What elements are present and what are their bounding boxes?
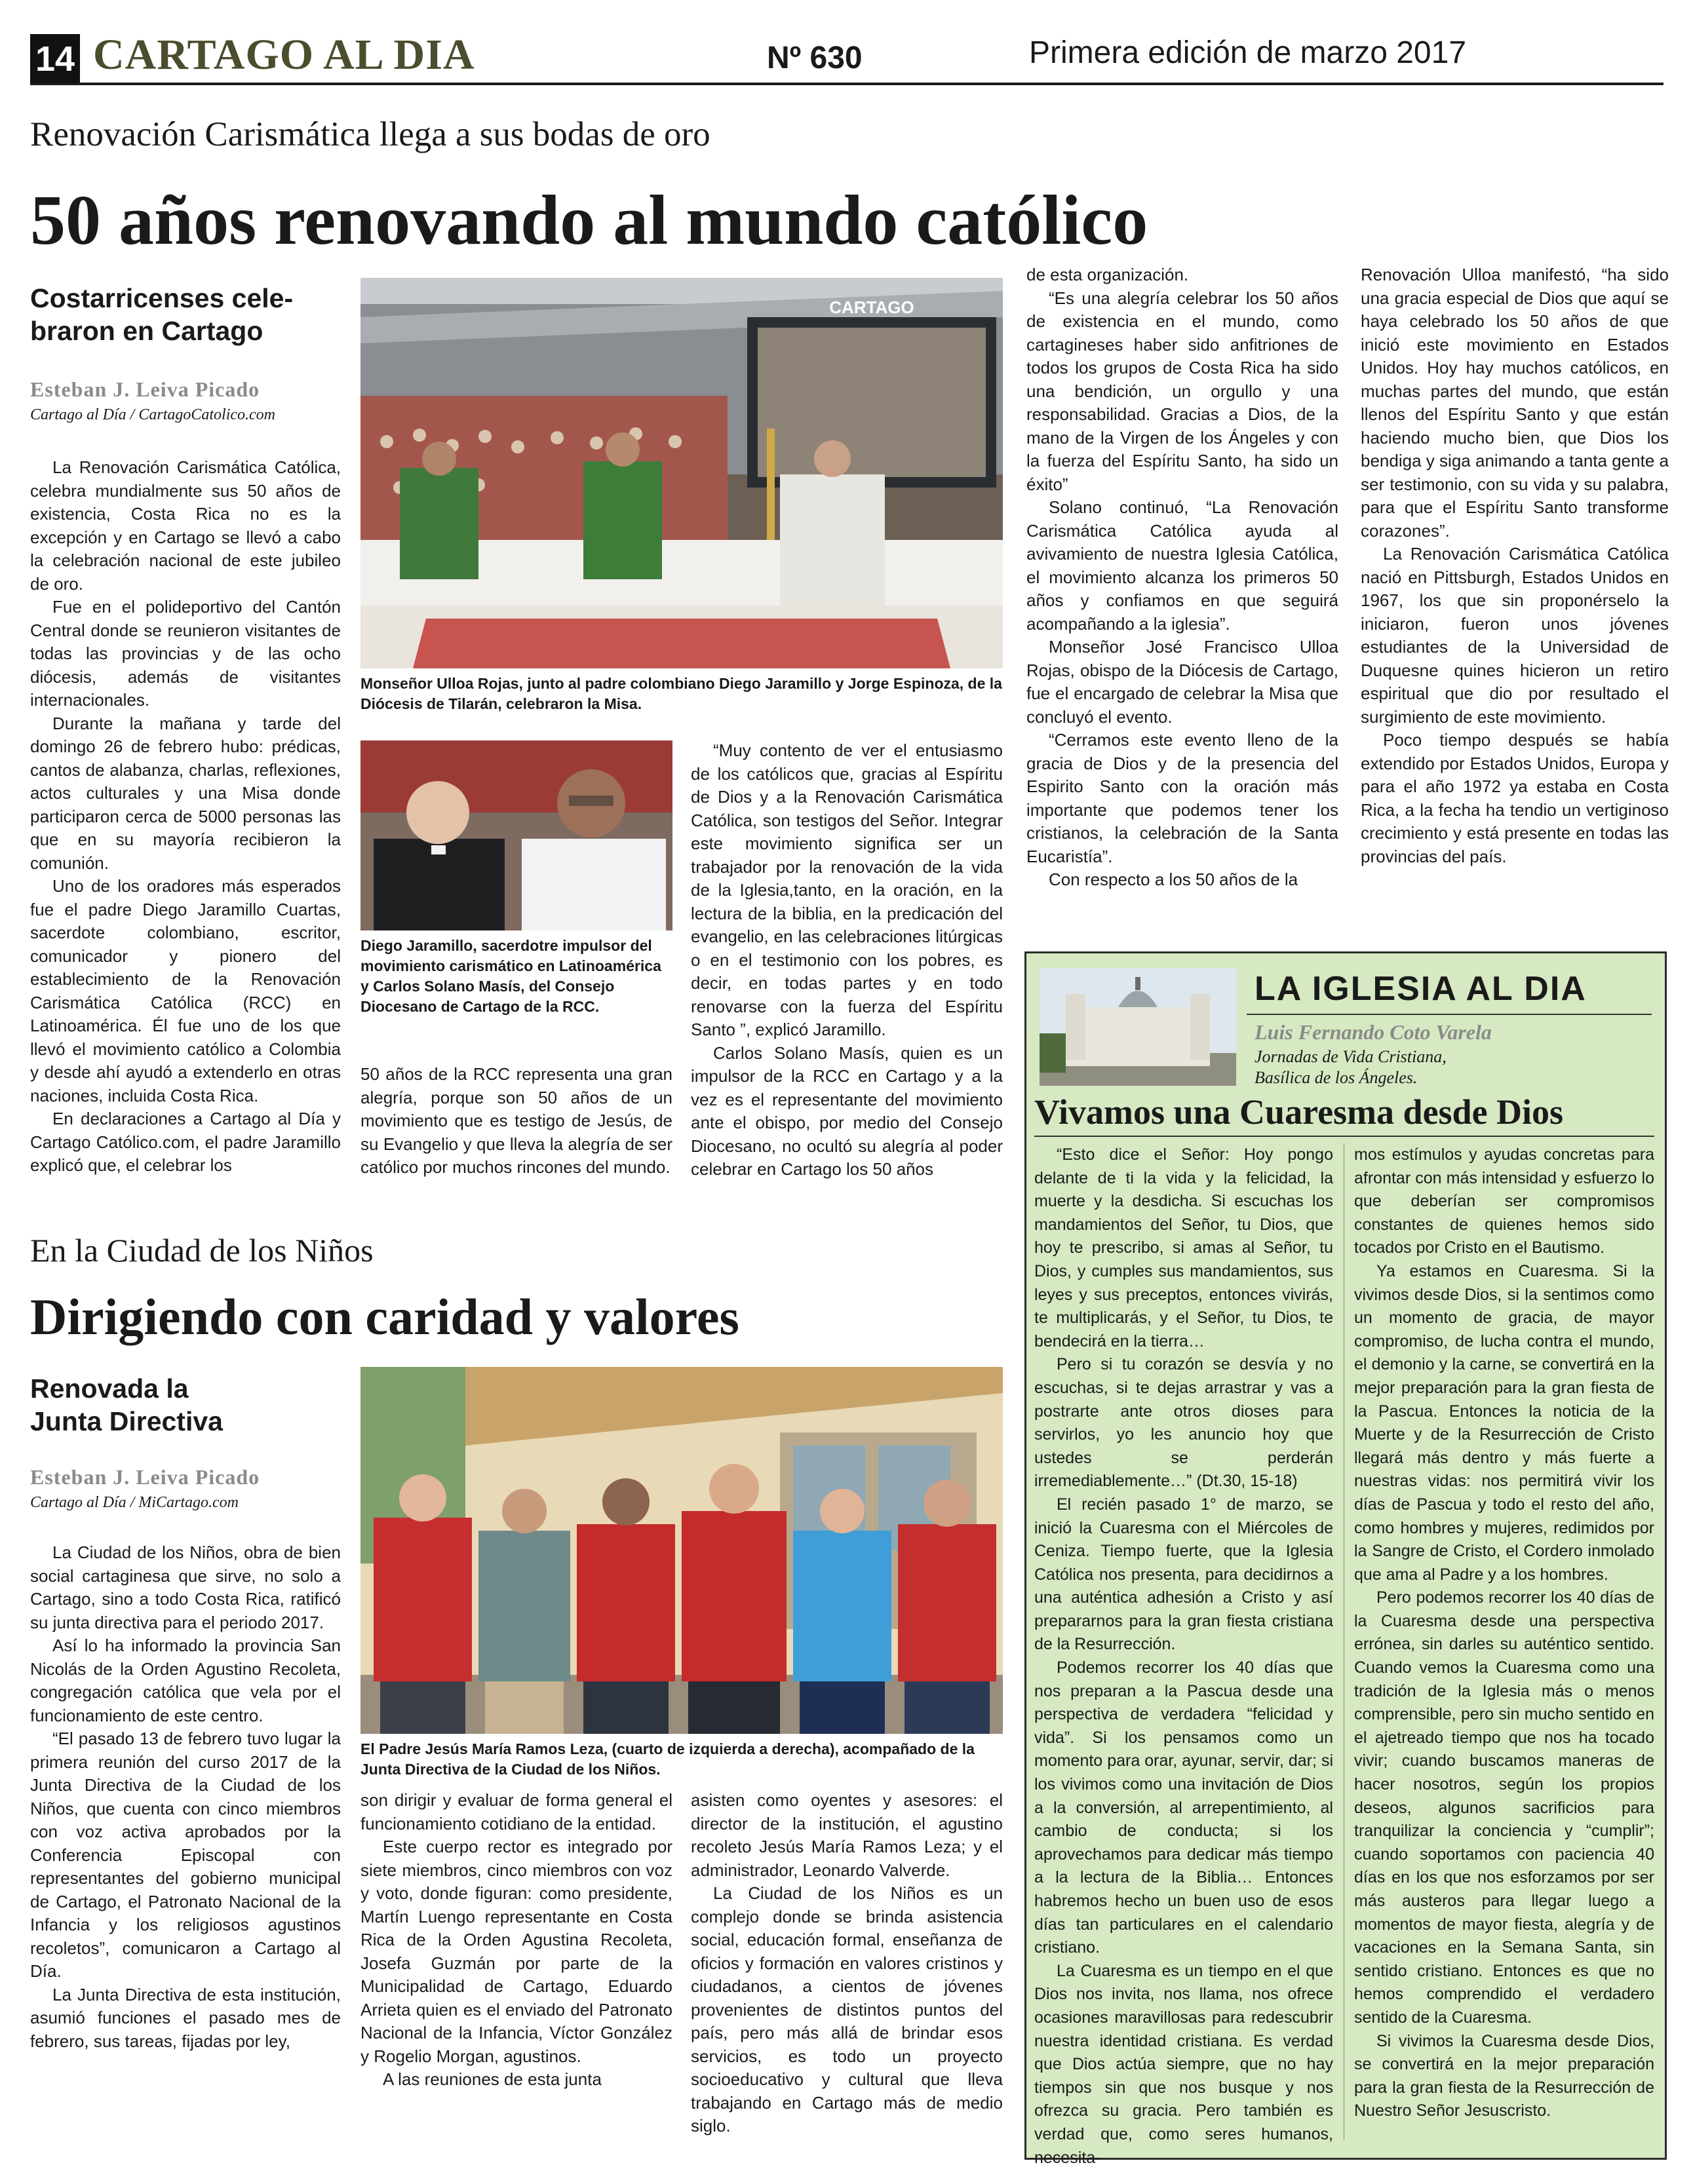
paragraph: “Cerramos este evento lleno de la gracia de Dios y de la presencia del Espirito Santo con la oración más importante que podemos tener los cristianos, la celebración de la Santa Eucaristía”. [1026,730,1338,866]
paragraph: de esta organización. [1026,265,1189,284]
article1-column-5 [1361,263,1669,868]
paragraph: mos estímulos y ayudas concretas para afrontar con más intensidad y esfuerzo lo que deberían ser compromisos constantes de quienes hemos sido tocados por Cristo en el Bautismo. [1354,1145,1654,1257]
paragraph: A las reuniones de esta junta [383,2069,602,2089]
paragraph: La Renovación Carismática Católica, celebra mundialmente sus 50 años de existencia, Costa Rica no es la excepción y en Cartago se llevó a cabo la celebración nacional de este jubileo de oro. [30,457,341,594]
paragraph: Poco tiempo después se había extendido por Estados Unidos, Europa y para el año 1972 ya estaba en Costa Rica, a la fecha ha tendio un vertiginoso crecimiento y está presente en todas las provincias del país. [1361,730,1669,866]
paragraph: Si vivimos la Cuaresma desde Dios, se convertirá en la mejor preparación para la gran fiesta de la Resurrección de Nuestro Señor Jesuscristo. [1354,2031,1654,2120]
paragraph: La Ciudad de los Niños, obra de bien social cartaginesa que sirve, no solo a Cartago, sino a todo Costa Rica, ratificó su junta directiva para el periodo 2017. [30,1542,341,1632]
article2-column-1 [30,1541,341,2053]
paragraph: “El pasado 13 de febrero tuvo lugar la primera reunión del curso 2017 de la Junta Directiva de la Ciudad de los Niños, que cuenta con cinco miembros con voz activa aprobados por la Conferencia Episcopal con representantes del gobierno municipal de Cartago, el Patronato Nacional de la Infancia y los religiosos agustinos recoletos”, comunicaron a Cartago al Día. [30,1729,341,1981]
paragraph: Solano continuó, “La Renovación Carismática Católica ayuda al avivamiento de nuestra Iglesia Católica, el movimiento alcanza los primeros 50 años y confiamos en que seguirá acompañando a la iglesia”. [1026,497,1338,634]
jaramillo-photo-caption: Diego Jaramillo, sacerdotre impulsor del movimiento carismático en Latinoamérica y Carlos Solano Masís, del Consejo Diocesano de Cartago de la RCC. [360,937,661,1015]
section-title-rule [1247,1014,1652,1015]
article1-column-3 [691,739,1003,1181]
jaramillo-solano-illustration [360,740,672,930]
paragraph: La Cuaresma es un tiempo en el que Dios nos invita, nos llama, nos ofrece ocasiones maravillosas para redescubrir nuestra identidad cristiana. Es verdad que Dios actúa siempre, que no hay tiempos sin que nos busque y nos ofrezca su gracia. Pero también es verdad que, como seres humanos, necesita- [1034,1961,1333,2167]
article1-headline: 50 años renovando al mundo católico [30,182,1148,259]
paragraph: Durante la mañana y tarde del domingo 26 de febrero hubo: prédicas, cantos de alabanza, charlas, reflexiones, actos culturales y una Misa donde participaron cerca de 5000 personas las que en su mayoría recibieron la comunión. [30,713,341,873]
section-title: LA IGLESIA AL DIA [1255,970,1587,1008]
paragraph: Renovación Ulloa manifestó, “ha sido una gracia especial de Dios que aquí se haya celebrado los 50 años de que inició este movimiento en Estados Unidos. Hoy hay muchos católicos, en muchas partes del mundo, que están llenos del Espíritu Santo y que están haciendo mucho bien, que Dios los bendiga y siga animando a tanta gente a ser testimonio, con su vida y su palabra, para que el Espíritu Santo transforme corazones”. [1361,265,1669,541]
paragraph: 50 años de la RCC representa una gran alegría, porque son 50 años de un movimiento que es testigo de Jesús, de su Evangelio y que lleva la alegría de ser católico por muchos rincones del mundo. [360,1064,672,1177]
jaramillo-solano-photo [360,740,672,930]
sidebar-author-role1: Jornadas de Vida Cristiana, [1255,1047,1447,1066]
edition-date: Primera edición de marzo 2017 [1029,35,1467,70]
article2-column-3 [691,1789,1003,2138]
paragraph: “Esto dice el Señor: Hoy pongo delante de ti la vida y la felicidad, la muerte y la desdicha. Si escuchas los mandamientos del Señor, tu Dios, que hoy te prescribo, si amas al Señor, tu Dios, y cumples sus mandamientos, sus leyes y sus preceptos, entonces vivirás, te multiplicarás, y el Señor, tu Dios, te bendecirá en la tierra… [1034,1145,1333,1351]
paragraph: Ya estamos en Cuaresma. Si la vivimos desde Dios, si la sentimos como un momento de gracia, de mayor compromiso, de lucha contra el mundo, el demonio y la carne, se convertirá en la mejor preparación para la gran fiesta de la Pascua. Entonces la noticia de la Muerte y de la Resurrección de Cristo llegará más dentro y más fuerte a nuestras vidas: nos permitirá vivir los días de Pascua y todo el resto del año, como hombres y mujeres, redimidos por la Sangre de Cristo, el Cordero inmolado que ama al Padre y a los hombres. [1354,1261,1654,1584]
sidebar-headline: Vivamos una Cuaresma desde Dios [1034,1092,1564,1132]
paragraph: Con respecto a los 50 años de la [1049,870,1298,889]
article1-subhead-line1: Costarricenses cele- [30,283,294,313]
iglesia-al-dia-box [1024,951,1667,2167]
sidebar-column-2 [1354,1143,1654,2123]
junta-photo-caption: El Padre Jesús María Ramos Leza, (cuarto de izquierda a derecha), acompañado de la Junta Directiva de la Ciudad de los Niños. [360,1740,975,1778]
mass-stage-illustration [360,278,1003,668]
article2-kicker: En la Ciudad de los Niños [30,1232,374,1269]
article2-column-2 [360,1789,672,2092]
article1-column-4 [1026,263,1338,892]
paragraph: Carlos Solano Masís, quien es un impulsor de la RCC en Cartago y a la vez es el representante del movimiento ante el obispo, por medio del Consejo Diocesano, no ocultó su alegría al poder celebrar en Cartago los 50 años [691,1043,1003,1179]
basilica-photo [1040,968,1236,1086]
paragraph: son dirigir y evaluar de forma general el funcionamiento cotidiano de la entidad. [360,1790,672,1833]
article2-headline: Dirigiendo con caridad y valores [30,1288,739,1345]
paragraph: La Ciudad de los Niños es un complejo donde se brinda asistencia social, educación formal, enseñanza de oficios y formación en valores cristinos y ciudadanos, a cientos de jóvenes provenientes de distintos puntos del país, pero más allá de brindar esos servicios, es todo un proyecto socioeducativo y cultural que lleva trabajando en Cartago más de medio siglo. [691,1883,1003,2136]
paragraph: La Renovación Carismática Católica nació en Pittsburgh, Estados Unidos en 1967, los que sin proponérselo la iniciaron, fueron unos jóvenes estudiantes de la Universidad de Duquesne quines hicieron un retiro espiritual que dio por resultado el surgimiento de este movimiento. [1361,544,1669,727]
issue-number: Nº 630 [767,41,863,75]
paragraph: Este cuerpo rector es integrado por siete miembros, cinco miembros con voz y voto, donde figuran: como presidente, Martín Luengo representante en Costa Rica de la Orden Agustina Recoleta, Josefa Guzmán por parte de la Municipalidad de Cartago, Eduardo Arrieta quien es el enviado del Patronato Nacional de la Infancia, Víctor González y Rogelio Morgan, agustinos. [360,1837,672,2066]
article1-source: Cartago al Día / CartagoCatolico.com [30,406,276,423]
paragraph: Pero si tu corazón se desvía y no escuchas, si te dejas arrastrar y vas a postrarte ante otros dioses para servirlos, yo les anuncio hoy que ustedes se perderán irremediablemente…” (Dt.30, 15-18) [1034,1355,1333,1491]
sidebar-headline-rule [1034,1136,1654,1137]
paragraph: “Muy contento de ver el entusiasmo de los católicos que, gracias al Espíritu de Dios y a la Renovación Carismática Católica, son testigos del Señor. Integrar este movimiento significa ser un trabajador por la renovación de la vida de la Iglesia,tanto, en la oración, en la lectura de la biblia, en la predicación del evangelio, en las celebraciones litúrgicas o en el testimonio con los pobres, es decir, en todas partes y en todo renovarse con la fuerza del Espíritu Santo ”, explicó Jaramillo. [691,740,1003,1039]
article1-column-1 [30,456,341,1178]
article1-subhead-line2: braron en Cartago [30,316,263,346]
masthead-logo: CARTAGO AL DIA [93,31,475,79]
article2-subhead-line1: Renovada la [30,1373,189,1404]
article1-column-2-bottom [360,1063,672,1179]
sidebar-author: Luis Fernando Coto Varela [1255,1020,1492,1044]
article2-source: Cartago al Día / MiCartago.com [30,1494,239,1511]
article2-subhead [30,1372,332,1438]
paragraph: El recién pasado 1° de marzo, se inició la Cuaresma con el Miércoles de Ceniza. Tiempo fuerte, que la Iglesia Católica nos presenta, para decidirnos a una auténtica adhesión a Cristo y así prepararnos para la gran fiesta cristiana de la Resurrección. [1034,1495,1333,1654]
paragraph: Fue en el polideportivo del Cantón Central donde se reunieron visitantes de todas las provincias y de las ocho diócesis, además de visitantes internacionales. [30,597,341,710]
article2-byline: Esteban J. Leiva Picado [30,1465,260,1489]
sidebar-author-role2: Basílica de los Ángeles. [1255,1068,1418,1087]
paragraph: “Es una alegría celebrar los 50 años de existencia en el mundo, como cartagineses haber sido anfitriones de todos los grupos de Costa Rica ha sido una bendición, un orgullo y una responsabilidad. Gracias a Dios, de la mano de la Virgen de los Ángeles y con la fuerza del Espíritu Santo, ha sido un éxito” [1026,288,1338,494]
junta-directiva-photo [360,1367,1003,1734]
article1-kicker: Renovación Carismática llega a sus bodas de oro [30,115,710,153]
mass-photo-caption: Monseñor Ulloa Rojas, junto al padre colombiano Diego Jaramillo y Jorge Espinoza, de la Diócesis de Tilarán, celebraron la Misa. [360,675,1002,712]
sidebar-column-1 [1034,1143,1333,2170]
paragraph: Monseñor José Francisco Ulloa Rojas, obispo de la Diócesis de Cartago, fue el encargado de celebrar la Misa que concluyó el evento. [1026,637,1338,727]
article1-subhead [30,282,332,347]
paragraph: Así lo ha informado la provincia San Nicolás de la Orden Agustino Recoleta, congregación católica que vela por el funcionamiento de este centro. [30,1636,341,1725]
paragraph: Uno de los oradores más esperados fue el padre Diego Jaramillo Cuartas, sacerdote colombiano, escritor, comunicador y pionero del establecimiento de la Renovación Carismática Católica (RCC) en Latinoamérica. Él fue uno de los que llevó el movimiento católico a Colombia y desde ahí ayudó a extenderlo en otras naciones, incluida Costa Rica. [30,876,341,1105]
basilica-illustration [1040,968,1236,1086]
paragraph: Podemos recorrer los 40 días que nos preparan a la Pascua desde una perspectiva de verdadera “felicidad y vida”. Si los pensamos como un momento para orar, ayunar, servir, dar; si los vivimos como una invitación de Dios a la conversión, al arrepentimiento, al cambio de conducta; si los aprovechamos para dedicar más tiempo a la lectura de la Biblia… Entonces habremos hecho un buen uso de esos días tan particulares en el calendario cristiano. [1034,1658,1333,1957]
paragraph: La Junta Directiva de esta institución, asumió funciones el pasado mes de febrero, sus tareas, fijadas por ley, [30,1984,341,2051]
page-number: 14 [35,39,75,79]
mass-stage-photo [360,278,1003,668]
junta-directiva-illustration [360,1367,1003,1734]
paragraph: En declaraciones a Cartago al Día y Cartago Católico.com, el padre Jaramillo explicó que, el celebrar los [30,1109,341,1175]
paragraph: Pero podemos recorrer los 40 días de la Cuaresma desde una perspectiva errónea, sin darles su auténtico sentido. Cuando vemos la Cuaresma como una tradición de la Iglesia más o menos comprensible, pero sin mucho sentido en el ajetreado tiempo que nos ha tocado vivir; cuando buscamos maneras de hacer nosotros, según los propios deseos, algunos sacrificios para tranquilizar la conciencia y “cumplir”; cuando soportamos con paciencia 40 días en los que nos esforzamos por ser más austeros para llegar luego a momentos de mayor fiesta, alegría y de vacaciones en la Semana Santa, sin sentido cristiano. Entonces es que no hemos comprendido el verdadero sentido de la Cuaresma. [1354,1588,1654,2027]
paragraph: asisten como oyentes y asesores: el director de la institución, el agustino recoleto Jesús María Ramos Leza; y el administrador, Leonardo Valverde. [691,1790,1003,1880]
header-rule [30,83,1664,85]
photo1-screen-text: CARTAGO [829,297,914,317]
article2-subhead-line2: Junta Directiva [30,1406,223,1436]
article1-byline: Esteban J. Leiva Picado [30,377,260,401]
